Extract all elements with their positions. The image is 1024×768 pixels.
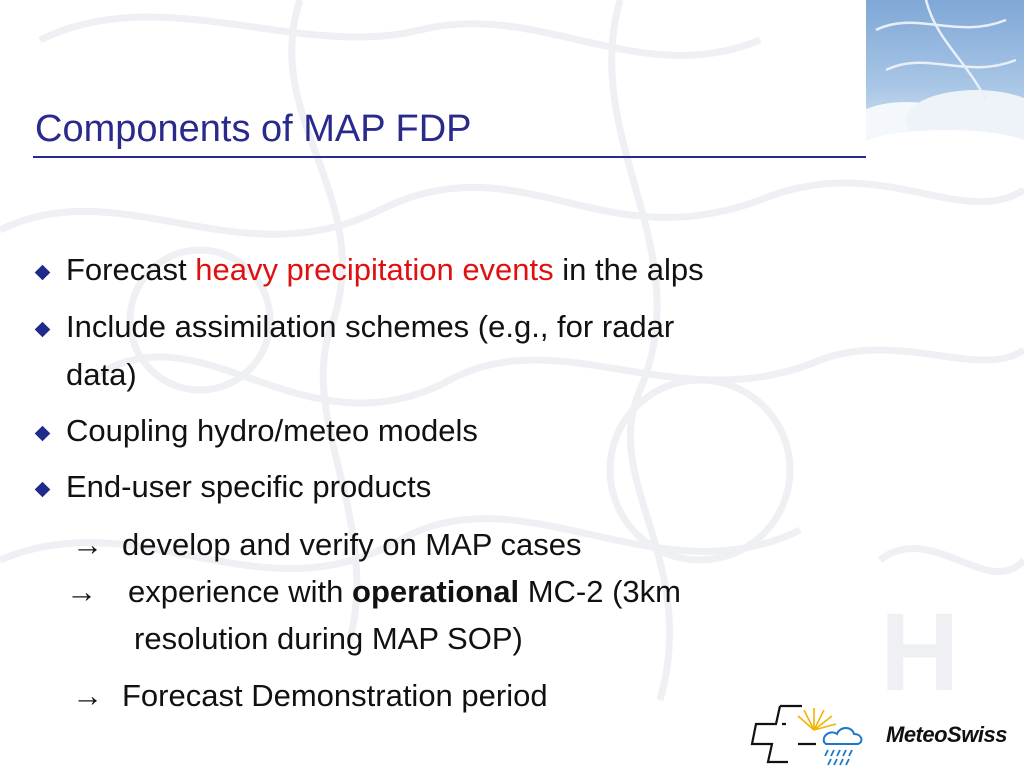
sub-item xyxy=(72,673,548,719)
bullet-text xyxy=(66,244,704,296)
sub-item-text: Forecast Demonstration period xyxy=(122,678,548,713)
highlight-text: heavy precipitation events xyxy=(195,252,554,287)
bullet-text: Coupling hydro/meteo models xyxy=(66,413,478,448)
slide-title: Components of MAP FDP xyxy=(35,108,472,150)
right-arrow-icon: → xyxy=(72,527,103,562)
bullet-text: data) xyxy=(66,357,137,392)
bullet-text-part: in the alps xyxy=(553,252,704,287)
sub-item-continuation xyxy=(134,616,523,662)
bullet-text: Include assimilation schemes (e.g., for radar xyxy=(66,309,675,344)
bold-text: operational xyxy=(352,574,520,609)
sub-item-text: experience with xyxy=(128,574,353,609)
svg-text:H: H xyxy=(880,591,960,714)
sub-item-text: MC-2 (3km xyxy=(519,574,681,609)
sky-clouds-photo xyxy=(866,0,1024,158)
bullet-text: End-user specific products xyxy=(66,469,432,504)
logo-wordmark: MeteoSwiss xyxy=(886,722,1007,747)
title-underline xyxy=(33,156,866,158)
right-arrow-icon: → xyxy=(66,574,97,609)
bullet-text-part: Forecast xyxy=(66,252,196,287)
sub-item xyxy=(72,522,582,568)
sub-item-text: develop and verify on MAP cases xyxy=(122,527,582,562)
right-arrow-icon: → xyxy=(72,678,103,713)
sub-item-text: resolution during MAP SOP) xyxy=(134,621,523,656)
sub-item xyxy=(66,569,681,615)
